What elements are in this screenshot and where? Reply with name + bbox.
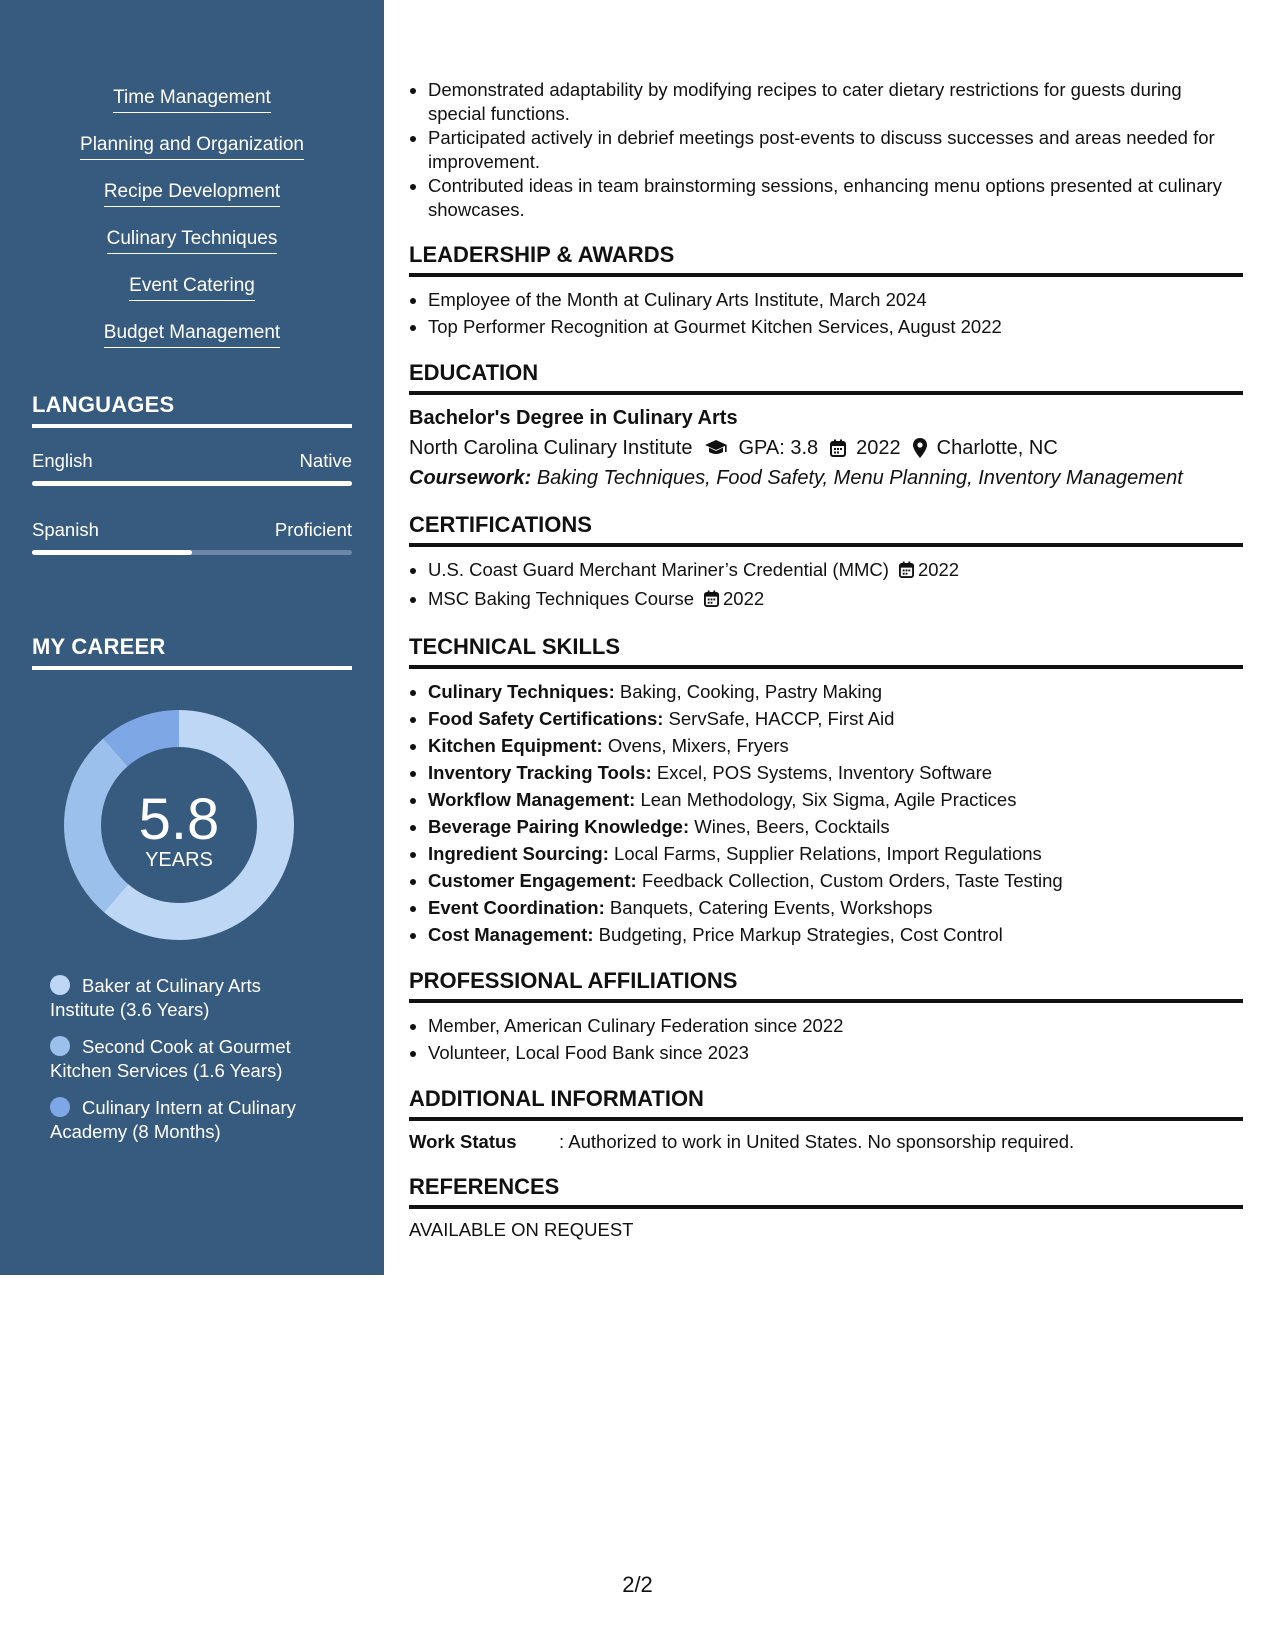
education-details [409,432,1243,464]
affiliation-item: • Member, American Culinary Federation since 2022 [428,1012,1243,1039]
technical-skill-item [428,732,1243,759]
skill-value: Feedback Collection, Custom Orders, Taste Testing [641,870,1063,891]
skill-item: Event Catering [129,274,255,301]
skill-value: Excel, POS Systems, Inventory Software [656,762,993,783]
language-row [32,518,352,544]
skill-value: ServSafe, HACCP, First Aid [668,708,895,729]
career-item [50,974,320,1022]
experience-bullet: • Participated actively in debrief meetings post-events to discuss successes and areas needed for improvement. [428,126,1243,174]
certification-item [428,585,1243,614]
page-number: 2/2 [622,1572,653,1597]
skill-label: Customer Engagement: [428,870,637,891]
work-status-label: Work Status [409,1131,517,1152]
certification-name: U.S. Coast Guard Merchant Mariner’s Credential (MMC) [428,559,889,580]
education-school: North Carolina Culinary Institute [409,437,693,459]
technical-skill-item [428,894,1243,921]
technical-skill-item [428,678,1243,705]
skill-label: Food Safety Certifications: [428,708,664,729]
language-bar [32,550,352,555]
career-label: Baker at Culinary Arts Institute (3.6 Years) [50,975,261,1020]
sidebar [0,0,384,1275]
donut-segment [64,738,128,912]
skill-item: Recipe Development [104,180,280,207]
skill-item: Budget Management [104,321,280,348]
language-bar-fill [32,550,192,555]
career-donut-chart [64,710,294,940]
career-total: 5.8 [138,787,220,852]
technical-skill-item [428,813,1243,840]
technical-skill-item [428,840,1243,867]
career-label: Second Cook at Gourmet Kitchen Services (1.6 Years) [50,1036,291,1081]
certification-name: MSC Baking Techniques Course [428,588,694,609]
career-label: Culinary Intern at Culinary Academy (8 Months) [50,1097,296,1142]
references-heading: REFERENCES [409,1174,1243,1209]
leadership-item: • Employee of the Month at Culinary Arts Institute, March 2024 [428,286,1243,313]
education-degree: Bachelor's Degree in Culinary Arts [409,407,738,429]
skill-label: Kitchen Equipment: [428,735,603,756]
language-name: English [32,450,93,471]
language-level: Proficient [274,519,352,540]
calendar-icon [830,439,846,457]
affiliations-list [409,1012,1243,1066]
calendar-icon [704,587,719,614]
education-location: Charlotte, NC [936,437,1058,459]
certification-year: 2022 [917,559,960,580]
language-level: Native [299,450,352,471]
skills-list [0,86,384,368]
education-year: 2022 [856,437,901,459]
skill-value: Ovens, Mixers, Fryers [607,735,789,756]
language-bar-fill [32,481,352,486]
education-coursework [409,464,1243,492]
skill-value: Baking, Cooking, Pastry Making [619,681,883,702]
language-bar [32,481,352,486]
certifications-list [409,556,1243,614]
skill-label: Inventory Tracking Tools: [428,762,652,783]
certification-year: 2022 [723,588,765,609]
technical-skills-list [409,678,1243,948]
work-status-value: : Authorized to work in United States. No sponsorship required. [559,1131,1075,1152]
graduation-cap-icon [704,439,728,457]
technical-skill-item [428,759,1243,786]
skill-label: Workflow Management: [428,789,636,810]
calendar-icon [899,558,914,585]
skill-value: Local Farms, Supplier Relations, Import Regulations [614,843,1042,864]
technical-skill-item [428,921,1243,948]
education-heading: EDUCATION [409,360,1243,395]
skill-label: Ingredient Sourcing: [428,843,609,864]
language-row [32,449,352,475]
technical-skills-heading: TECHNICAL SKILLS [409,634,1243,669]
skill-value: Lean Methodology, Six Sigma, Agile Practices [640,789,1017,810]
career-dot-icon [50,1036,70,1056]
certifications-heading: CERTIFICATIONS [409,512,1243,547]
references-text: AVAILABLE ON REQUEST [409,1219,634,1240]
career-heading: MY CAREER [32,634,352,670]
leadership-list [409,286,1243,340]
skill-item: Planning and Organization [80,133,304,160]
education-gpa: GPA: 3.8 [738,437,819,459]
career-list [50,974,320,1157]
location-pin-icon [913,438,927,458]
career-unit: YEARS [145,849,213,871]
skill-label: Beverage Pairing Knowledge: [428,816,690,837]
skill-item: Time Management [113,86,271,113]
skill-label: Culinary Techniques: [428,681,615,702]
languages-heading: LANGUAGES [32,392,352,428]
skill-value: Wines, Beers, Cocktails [694,816,890,837]
skill-item: Culinary Techniques [107,227,278,254]
coursework-label: Coursework: [409,467,532,489]
technical-skill-item [428,786,1243,813]
career-dot-icon [50,975,70,995]
certification-item [428,556,1243,585]
affiliation-item: • Volunteer, Local Food Bank since 2023 [428,1039,1243,1066]
technical-skill-item [428,867,1243,894]
main-content [409,78,1243,1242]
work-status-row [409,1130,1243,1154]
skill-label: Event Coordination: [428,897,605,918]
career-dot-icon [50,1097,70,1117]
coursework-value: Baking Techniques, Food Safety, Menu Planning, Inventory Management [536,467,1183,489]
technical-skill-item [428,705,1243,732]
experience-bullet: • Contributed ideas in team brainstorming sessions, enhancing menu options presented at culinary showcases. [428,174,1243,222]
leadership-heading: LEADERSHIP & AWARDS [409,242,1243,277]
experience-bullet: • Demonstrated adaptability by modifying recipes to cater dietary restrictions for guests during special functions. [428,78,1243,126]
skill-value: Banquets, Catering Events, Workshops [609,897,933,918]
skill-value: Budgeting, Price Markup Strategies, Cost Control [598,924,1003,945]
experience-bullets [409,78,1243,222]
additional-info-heading: ADDITIONAL INFORMATION [409,1086,1243,1121]
skill-label: Cost Management: [428,924,594,945]
leadership-item: • Top Performer Recognition at Gourmet Kitchen Services, August 2022 [428,313,1243,340]
career-item [50,1096,320,1144]
career-item [50,1035,320,1083]
language-name: Spanish [32,519,99,540]
affiliations-heading: PROFESSIONAL AFFILIATIONS [409,968,1243,1003]
